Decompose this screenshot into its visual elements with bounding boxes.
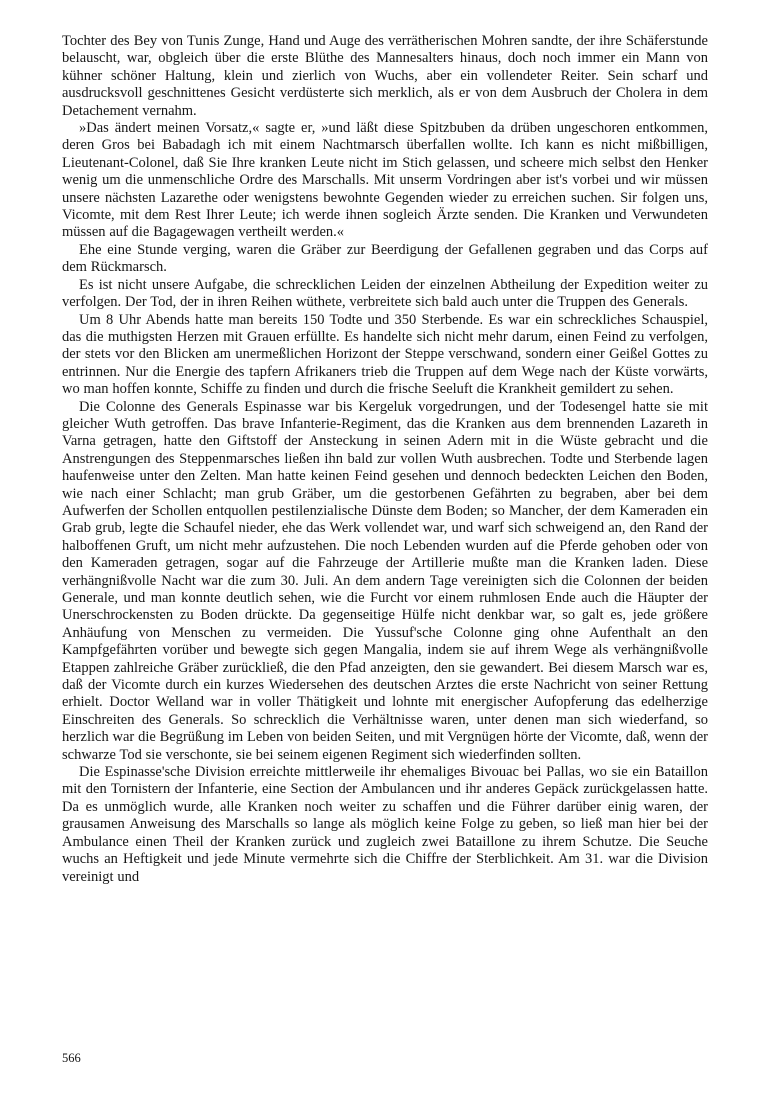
page-number: 566 (62, 1051, 81, 1065)
paragraph: Die Espinasse'sche Division erreichte mittlerweile ihr ehemaliges Bivouac bei Pallas, wo sie ein Bataillon mit den Tornistern der Infanterie, eine Section der Ambulancen und ihr anderes Gepäck zurückgelassen hatte. Da es unmöglich wurde, alle Kranken noch weiter zu schaffen und die Führer darüber einig waren, der grausamen Anweisung des Marschalls so lange als möglich keine Folge zu geben, so ließ man hier bei der Ambulance einen Theil der Kranken zurück und zugleich zwei Bataillone zu ihrem Schutze. Die Seuche wuchs an Heftigkeit und jede Minute vermehrte sich die Chiffre der Sterblichkeit. Am 31. war die Division vereinigt und (62, 764, 708, 885)
paragraph: Es ist nicht unsere Aufgabe, die schrecklichen Leiden der einzelnen Abtheilung der Expedition weiter zu verfolgen. Der Tod, der in ihren Reihen wüthete, verbreitete sich bald auch unter die Truppen des Generals. (62, 276, 708, 311)
paragraph: »Das ändert meinen Vorsatz,« sagte er, »und läßt diese Spitzbuben da drüben ungeschoren entkommen, deren Gros bei Babadagh ich mit einem Nachtmarsch überfallen wollte. Ich kann es nicht mißbilligen, Lieutenant-Colonel, daß Sie Ihre kranken Leute nicht im Stich gelassen, und scheere mich selbst den Henker wenig um die unmenschliche Ordre des Marschalls. Mit unserm Vordringen aber ist's vorbei und wir müssen unsere nächsten Lazarethe oder wenigstens bewohnte Gegenden wieder zu erreichen suchen. Sir folgen uns, Vicomte, mit dem Rest Ihrer Leute; ich werde ihnen sogleich Ärzte senden. Die Kranken und Verwundeten müssen auf die Bagagewagen vertheilt werden.« (62, 120, 708, 241)
paragraph: Ehe eine Stunde verging, waren die Gräber zur Beerdigung der Gefallenen gegraben und das Corps auf dem Rückmarsch. (62, 241, 708, 276)
page-text (62, 33, 708, 886)
paragraph: Die Colonne des Generals Espinasse war bis Kergeluk vorgedrungen, und der Todesengel hatte sie mit gleicher Wuth getroffen. Das brave Infanterie-Regiment, das die Kranken aus dem brennenden Lazareth in Varna getragen, hatte den Giftstoff der Ansteckung in seinen Adern mit in die Wüste gebracht und die Anstrengungen des Steppenmarsches ließen ihn bald zur vollen Wuth ausbrechen. Todte und Sterbende lagen haufenweise unter den Zelten. Man hatte keinen Feind gesehen und dennoch bedeckten Leichen den Boden, wie nach einer Schlacht; man grub Gräber, um die gestorbenen Gefährten zu begraben, aber bei dem Aufwerfen der Schollen entquollen pestilenzialische Dünste dem Boden; so Mancher, der dem Kameraden ein Grab grub, legte die Schaufel nieder, ehe das Werk vollendet war, und warf sich schweigend an, den Rand der halboffenen Gruft, um nicht mehr aufzustehen. Die noch Lebenden wurden auf die Pferde gehoben oder von den Kameraden getragen, sogar auf die Fahrzeuge der Artillerie mußte man die Kranken laden. Diese verhängnißvolle Nacht war die zum 30. Juli. An dem andern Tage vereinigten sich die Colonnen der beiden Generale, und man konnte deutlich sehen, wie die Furcht vor einem ruhmlosen Ende auch die Häupter der Unerschrockensten zu Boden drückte. Da gegenseitige Hülfe nicht denkbar war, so galt es, jede größere Anhäufung von Menschen zu vermeiden. Die Yussuf'sche Colonne ging ohne Aufenthalt an den Kampfgefährten vorüber und bewegte sich gegen Mangalia, indem sie auf ihrem Wege als verhängnißvolle Etappen zahlreiche Gräber zurückließ, die den Pfad anzeigten, den sie gewandert. Bei diesem Marsch war es, daß der Vicomte durch ein kurzes Wiedersehen des deutschen Arztes die erste Nachricht von seiner Rettung erhielt. Doctor Welland war in voller Thätigkeit und lohnte mit energischer Aufopferung das edelherzige Einschreiten des Generals. So schrecklich die Verhältnisse waren, unter denen man sich wiederfand, so herzlich war die Begrüßung im Leben von beiden Seiten, und mit Vergnügen hörte der Vicomte, daß, wenn der schwarze Tod sie verschonte, sie bei seinem eigenen Regiment sich wiederfinden sollten. (62, 398, 708, 763)
paragraph: Tochter des Bey von Tunis Zunge, Hand und Auge des verrätherischen Mohren sandte, der ihre Schäferstunde belauscht, war, obgleich über die erste Blüthe des Mannesalters hinaus, doch noch immer ein Mann von kühner schöner Haltung, klein und zierlich von Wuchs, aber ein vollendeter Reiter. Sein scharf und ausdrucksvoll geschnittenes Gesicht verdüsterte sich merklich, als er von dem Ausbruch der Cholera in dem Detachement vernahm. (62, 33, 708, 119)
paragraph: Um 8 Uhr Abends hatte man bereits 150 Todte und 350 Sterbende. Es war ein schreckliches Schauspiel, das die muthigsten Herzen mit Grauen erfüllte. Es handelte sich nicht mehr darum, einen Feind zu verfolgen, der stets vor den Blicken am unermeßlichen Horizont der Steppe verschwand, sondern einer Geißel Gottes zu entrinnen. Nur die Energie des tapfern Afrikaners trieb die Truppen auf dem Wege nach der Küste vorwärts, wo man hoffen konnte, Schiffe zu finden und durch die frische Seeluft die Krankheit gemildert zu sehen. (62, 311, 708, 398)
